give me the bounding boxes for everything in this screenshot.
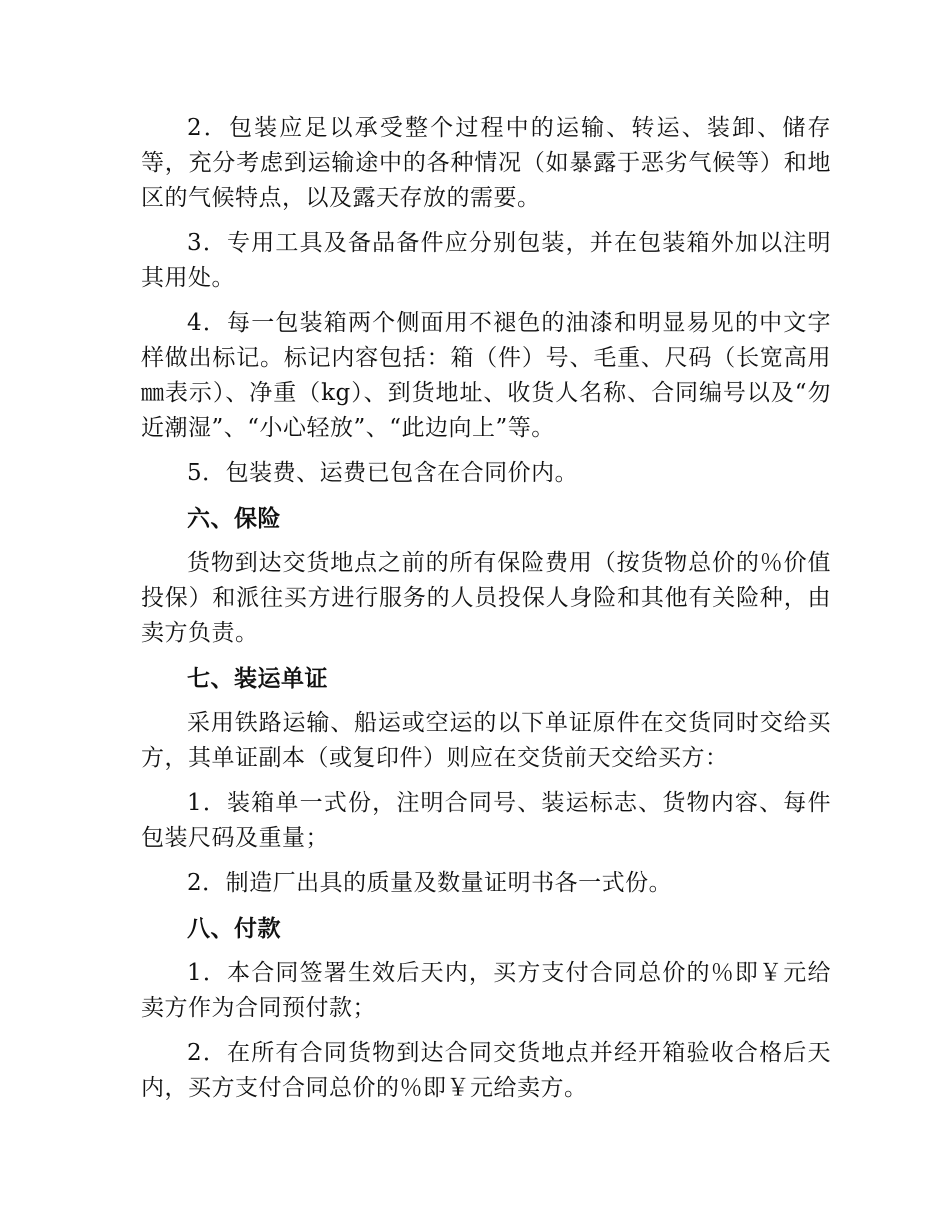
clause-packaging-3: 3．专用工具及备品备件应分别包装，并在包装箱外加以注明其用处。 <box>141 230 831 291</box>
document-body <box>141 111 831 1116</box>
clause-insurance: 货物到达交货地点之前的所有保险费用（按货物总价的％价值投保）和派往买方进行服务的人员投保人身险和其他有关险种，由卖方负责。 <box>141 550 831 646</box>
clause-packaging-2: 2．包装应足以承受整个过程中的运输、转运、装卸、储存等，充分考虑到运输途中的各种情况（如暴露于恶劣气候等）和地区的气候特点，以及露天存放的需要。 <box>141 115 831 211</box>
section-heading-insurance: 六、保险 <box>187 505 281 532</box>
clause-payment-1: 1．本合同签署生效后天内，买方支付合同总价的％即￥元给卖方作为合同预付款； <box>141 960 831 1021</box>
clause-shipping-intro: 采用铁路运输、船运或空运的以下单证原件在交货同时交给买方，其单证副本（或复印件）则应在交货前天交给买方： <box>141 710 831 771</box>
clause-packaging-5: 5．包装费、运费已包含在合同价内。 <box>187 460 579 486</box>
section-heading-payment: 八、付款 <box>187 915 281 942</box>
clause-packaging-4: 4．每一包装箱两个侧面用不褪色的油漆和明显易见的中文字样做出标记。标记内容包括：箱（件）号、毛重、尺码（长宽高用㎜表示）、净重（kg）、到货地址、收货人名称、合同编号以及“勿近潮湿”、“小心轻放”、“此边向上”等。 <box>141 310 831 441</box>
clause-shipping-1: 1．装箱单一式份，注明合同号、装运标志、货物内容、每件包装尺码及重量； <box>141 790 831 851</box>
clause-payment-2: 2．在所有合同货物到达合同交货地点并经开箱验收合格后天内，买方支付合同总价的％即￥元给卖方。 <box>141 1040 831 1101</box>
clause-shipping-2: 2．制造厂出具的质量及数量证明书各一式份。 <box>187 870 673 896</box>
section-heading-shipping-documents: 七、装运单证 <box>187 665 328 692</box>
